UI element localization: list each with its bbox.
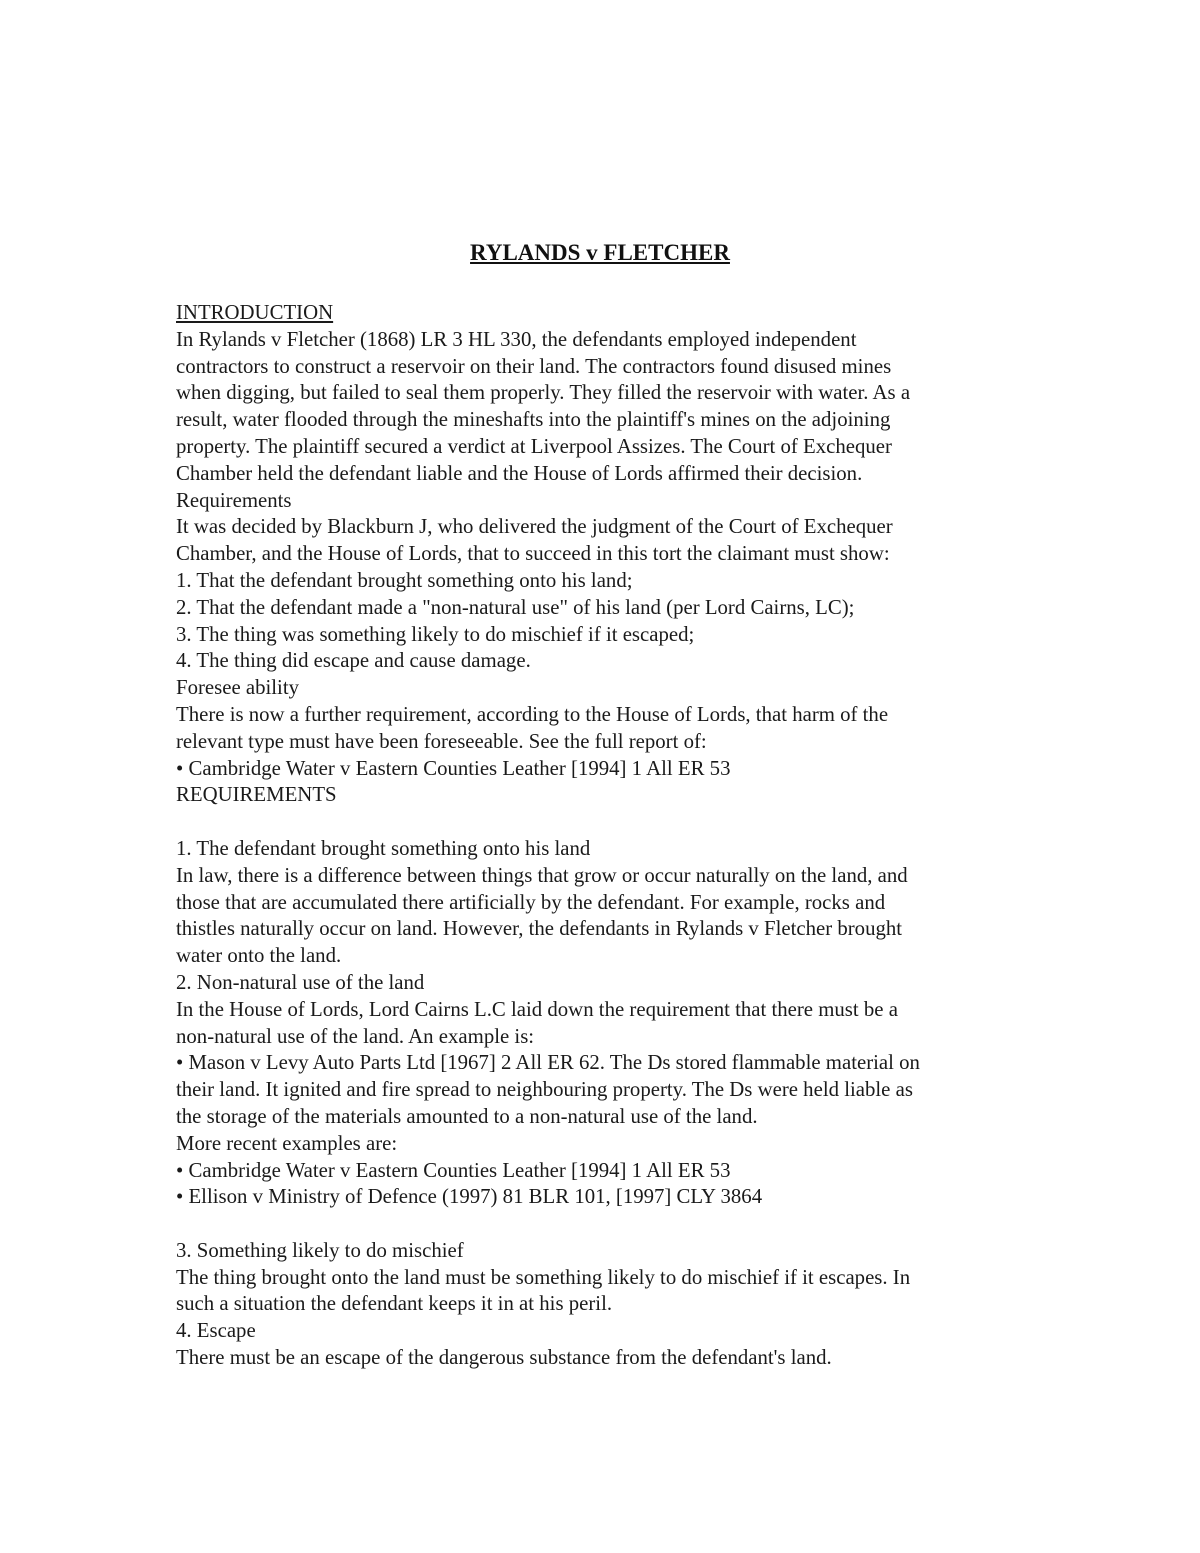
text-line: Chamber held the defendant liable and the House of Lords affirmed their decision.: [176, 461, 863, 485]
text-line: water onto the land.: [176, 944, 342, 968]
text-line: when digging, but failed to seal them properly. They filled the reservoir with water. As a: [176, 381, 911, 405]
document-title: RYLANDS v FLETCHER: [470, 240, 730, 265]
text-line: More recent examples are:: [176, 1131, 398, 1155]
text-line: their land. It ignited and fire spread to neighbouring property. The Ds were held liable as: [176, 1078, 913, 1102]
text-line: • Cambridge Water v Eastern Counties Leather [1994] 1 All ER 53: [176, 756, 731, 780]
text-line: [176, 809, 1056, 836]
text-line: REQUIREMENTS: [176, 783, 337, 807]
text-line: [176, 1211, 1056, 1238]
section-heading-introduction: INTRODUCTION: [176, 301, 334, 324]
text-line: those that are accumulated there artificially by the defendant. For example, rocks and: [176, 890, 886, 914]
text-line: result, water flooded through the mineshafts into the plaintiff's mines on the adjoining: [176, 408, 891, 432]
text-line: the storage of the materials amounted to a non-natural use of the land.: [176, 1104, 758, 1128]
text-line: thistles naturally occur on land. However, the defendants in Rylands v Fletcher brought: [176, 917, 903, 941]
text-line: 3. Something likely to do mischief: [176, 1238, 464, 1262]
text-line: 4. Escape: [176, 1319, 256, 1343]
text-line: The thing brought onto the land must be something likely to do mischief if it escapes. In: [176, 1265, 911, 1289]
document-body: [176, 300, 1056, 1372]
text-line: 1. That the defendant brought something onto his land;: [176, 568, 633, 592]
text-line: • Ellison v Ministry of Defence (1997) 81 BLR 101, [1997] CLY 3864: [176, 1185, 763, 1209]
text-line: 3. The thing was something likely to do mischief if it escaped;: [176, 622, 695, 646]
text-line: In law, there is a difference between things that grow or occur naturally on the land, and: [176, 863, 908, 887]
text-line: relevant type must have been foreseeable. See the full report of:: [176, 729, 707, 753]
text-line: property. The plaintiff secured a verdict at Liverpool Assizes. The Court of Exchequer: [176, 434, 892, 458]
text-line: • Mason v Levy Auto Parts Ltd [1967] 2 All ER 62. The Ds stored flammable material on: [176, 1051, 920, 1075]
text-line: There must be an escape of the dangerous substance from the defendant's land.: [176, 1346, 832, 1370]
text-line: There is now a further requirement, according to the House of Lords, that harm of the: [176, 702, 889, 726]
text-line: In the House of Lords, Lord Cairns L.C laid down the requirement that there must be a: [176, 997, 898, 1021]
text-line: In Rylands v Fletcher (1868) LR 3 HL 330, the defendants employed independent: [176, 327, 857, 351]
text-line: non-natural use of the land. An example is:: [176, 1024, 535, 1048]
text-line: contractors to construct a reservoir on their land. The contractors found disused mines: [176, 354, 892, 378]
text-line: 2. Non-natural use of the land: [176, 970, 425, 994]
text-line: 2. That the defendant made a "non-natural use" of his land (per Lord Cairns, LC);: [176, 595, 855, 619]
text-line: 1. The defendant brought something onto his land: [176, 836, 591, 860]
text-line: It was decided by Blackburn J, who delivered the judgment of the Court of Exchequer: [176, 515, 893, 539]
text-line: such a situation the defendant keeps it in at his peril.: [176, 1292, 613, 1316]
text-line: Foresee ability: [176, 676, 300, 700]
text-line: 4. The thing did escape and cause damage.: [176, 649, 531, 673]
text-line: Requirements: [176, 488, 292, 512]
text-line: Chamber, and the House of Lords, that to succeed in this tort the claimant must show:: [176, 542, 890, 566]
text-line: • Cambridge Water v Eastern Counties Leather [1994] 1 All ER 53: [176, 1158, 731, 1182]
